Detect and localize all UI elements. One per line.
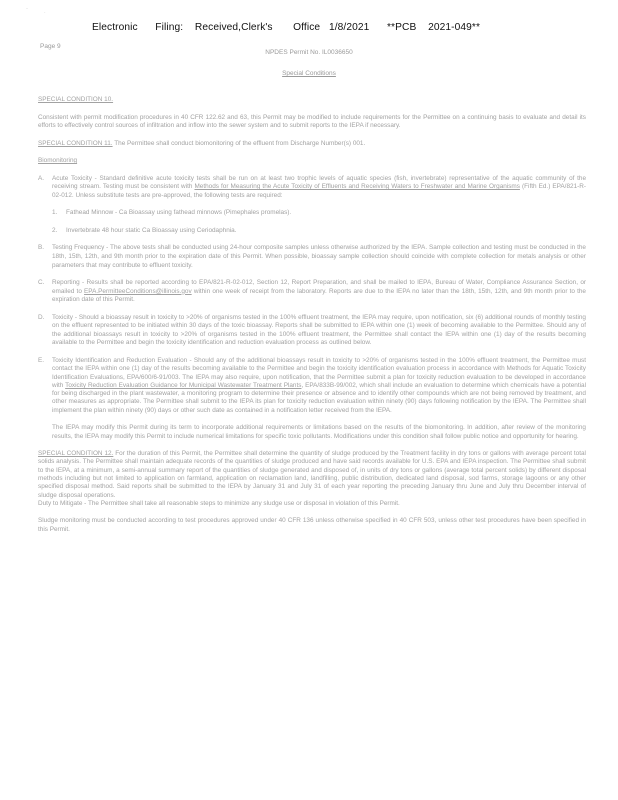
item-c-label: C. (38, 279, 45, 287)
electronic-filing-stamp: Electronic Filing: Received,Clerk's Office 1/8/2021 **PCB 2021-049** (92, 22, 481, 33)
item-d-label: D. (38, 313, 45, 321)
sub-item-1 (38, 209, 586, 218)
scan-specks: · (26, 6, 28, 12)
item-e-text-post: , EPA/833B-99/002, which shall include an evaluation to determine which chemicals have a potential for being discharged in the plant wastewater, a monitoring program to determine their presence or absence and to identify other compounds which are not being removed by treatment, and other measures as appropriate. The Permittee shall submit to the IEPA its plan for toxicity reduction evaluation within ninety (90) days following notification by the IEPA. The Permittee shall implement the plan within ninety (90) days or other such date as contained in a notification letter received from the IEPA. (52, 381, 587, 414)
item-b-label: B. (38, 244, 45, 252)
item-e-guidance-reference: Toxicity Reduction Evaluation Guidance for Municipal Wastewater Treatment Plants (65, 381, 302, 389)
item-c-text-pre: Reporting - Results shall be reported according to EPA/821-R-02-012, Section 12, Report Preparation, and shall be mailed to IEPA, Bureau of Water, Compliance Assurance Section, or emailed to (52, 279, 586, 295)
item-e (38, 357, 586, 415)
modification-paragraph: The IEPA may modify this Permit during its term to incorporate additional requirements or limitations based on the results of the biomonitoring. In addition, after review of the monitoring results, the IEPA may modify this Permit to include numerical limitations for specific toxic pollutants. Modifications under this condition shall follow public notice and opportunity for hearing. (52, 424, 586, 440)
condition-11 (38, 140, 586, 149)
condition-10-heading: SPECIAL CONDITION 10. (38, 96, 114, 103)
condition-12-heading: SPECIAL CONDITION 12. (38, 450, 114, 458)
item-d-text: Toxicity - Should a bioassay result in toxicity to >20% of organisms tested in the 100% effluent treatment, the IEPA may require, upon notification, six (6) additional rounds of monthly testing on the effluent represented to be initiated within 30 days of the toxic bioassay. Reports shall be submitted to IEPA within one (1) week of becoming available to the Permittee. Should any of the additional bioassays result in toxicity to >20% of organisms tested in the 100% effluent treatment, the Permittee shall contact the IEPA within one (1) day of the results becoming available to the Permittee and begin the toxicity identification and reduction evaluation process as outlined below. (52, 313, 586, 347)
condition-10 (38, 96, 586, 105)
sub-item-2-label: 2. (52, 226, 58, 234)
item-b (38, 244, 586, 270)
condition-10-text: Consistent with permit modification procedures in 40 CFR 122.62 and 63, this Permit may be modified to include requirements for the Permittee on a continuing basis to evaluate and detail its efforts to effectively control sources of infiltration and inflow into the sewer system and to submit reports to the IEPA if necessary. (38, 113, 586, 130)
condition-12-text: For the duration of this Permit, the Permittee shall determine the quantity of sludge produced by the Treatment facility in dry tons or gallons with average percent total solids analysis. The Permittee shall maintain adequate records of the quantities of sludge produced and have said records available for U.S. EPA and IEPA inspection. The Permittee shall submit to the IEPA, at a minimum, a semi-annual summary report of the quantities of sludge generated and disposed of, in units of dry tons or gallons (average total percent solids) by different disposal methods including but not limited to application on farmland, application on reclamation land, landfilling, public distribution, dedicated land disposal, sod farms, storage lagoons or any other specified disposal method. Said reports shall be submitted to the IEPA by January 31 and July 31 of each year reporting the preceding January thru June and July thru December interval of sludge disposal operations. (38, 450, 586, 499)
scan-specks-2: · (44, 10, 46, 16)
section-title: Special Conditions (282, 70, 336, 77)
condition-11-heading: SPECIAL CONDITION 11. (38, 139, 113, 147)
sub-item-1-text: Fathead Minnow - Ca Bioassay using fathead minnows (Pimephales promelas). (66, 209, 292, 217)
item-c (38, 279, 586, 305)
item-a-label: A. (38, 174, 45, 182)
item-a-method-reference: Methods for Measuring the Acute Toxicity of Effluents and Receiving Waters to Freshwater and Marine Organisms (194, 183, 520, 191)
item-a (38, 175, 586, 201)
condition-12 (38, 450, 586, 500)
page-label: Page 9 (40, 43, 61, 50)
document-body (38, 96, 586, 544)
sub-item-2-text: Invertebrate 48 hour static Ca Bioassay using Ceriodaphnia. (66, 226, 237, 234)
item-a-text-pre: Acute Toxicity - Standard definitive acute toxicity tests shall be run on at least two trophic levels of aquatic species (fish, invertebrate) representative of the aquatic community of the receiving stream. Testing must be consistent with (52, 174, 586, 191)
item-e-label: E. (38, 356, 45, 364)
sub-item-2 (38, 227, 586, 236)
sludge-monitoring-paragraph: Sludge monitoring must be conducted according to test procedures approved under 40 CFR 136 unless otherwise specified in 40 CFR 503, unless other test procedures have been specified in this Permit. (38, 517, 586, 533)
item-d (38, 314, 586, 348)
sub-item-1-label: 1. (52, 209, 58, 217)
item-c-text-post: within one week of receipt from the laboratory. Reports are due to the IEPA no later than the 18th, 15th, 12th, and 9th month prior to the expiration date of this Permit. (52, 287, 586, 304)
duty-to-mitigate: Duty to Mitigate - The Permittee shall take all reasonable steps to minimize any sludge use or disposal in violation of this Permit. (38, 499, 400, 507)
item-c-email-link: EPA.PermitteeConditions@illinois.gov (84, 287, 192, 295)
item-e-text-pre: Toxicity Identification and Reduction Evaluation - Should any of the additional bioassays result in toxicity to >20% of organisms tested in the 100% effluent treatment, the Permittee must contact the IEPA within one (1) day of the results becoming available to the Permittee and begin the toxicity identification evaluation process in accordance with Methods for Aquatic Toxicity Identification Evaluations, EPA/600/6-91/003. The IEPA may also require, upon notification, that the Permittee submit a plan for toxicity reduction evaluation to be developed in accordance with (52, 356, 586, 389)
condition-11-text: The Permittee shall conduct biomonitoring of the effluent from Discharge Number(s) 001. (114, 139, 366, 147)
item-b-text: Testing Frequency - The above tests shall be conducted using 24-hour composite samples unless otherwise authorized by the IEPA. Sample collection and testing must be conducted in the 18th, 15th, 12th, and 9th month prior to the expiration date of this Permit. When possible, bioassay sample collection should coincide with complete collection for metals analysis or other parameters that may contribute to effluent toxicity. (52, 244, 586, 269)
permit-number: NPDES Permit No. IL0036650 (265, 49, 353, 56)
biomonitoring-label: Biomonitoring (38, 157, 78, 165)
item-a-text-post: (Fifth Ed.) EPA/821-R-02-012. Unless substitute tests are pre-approved, the following tests are required: (52, 183, 586, 199)
